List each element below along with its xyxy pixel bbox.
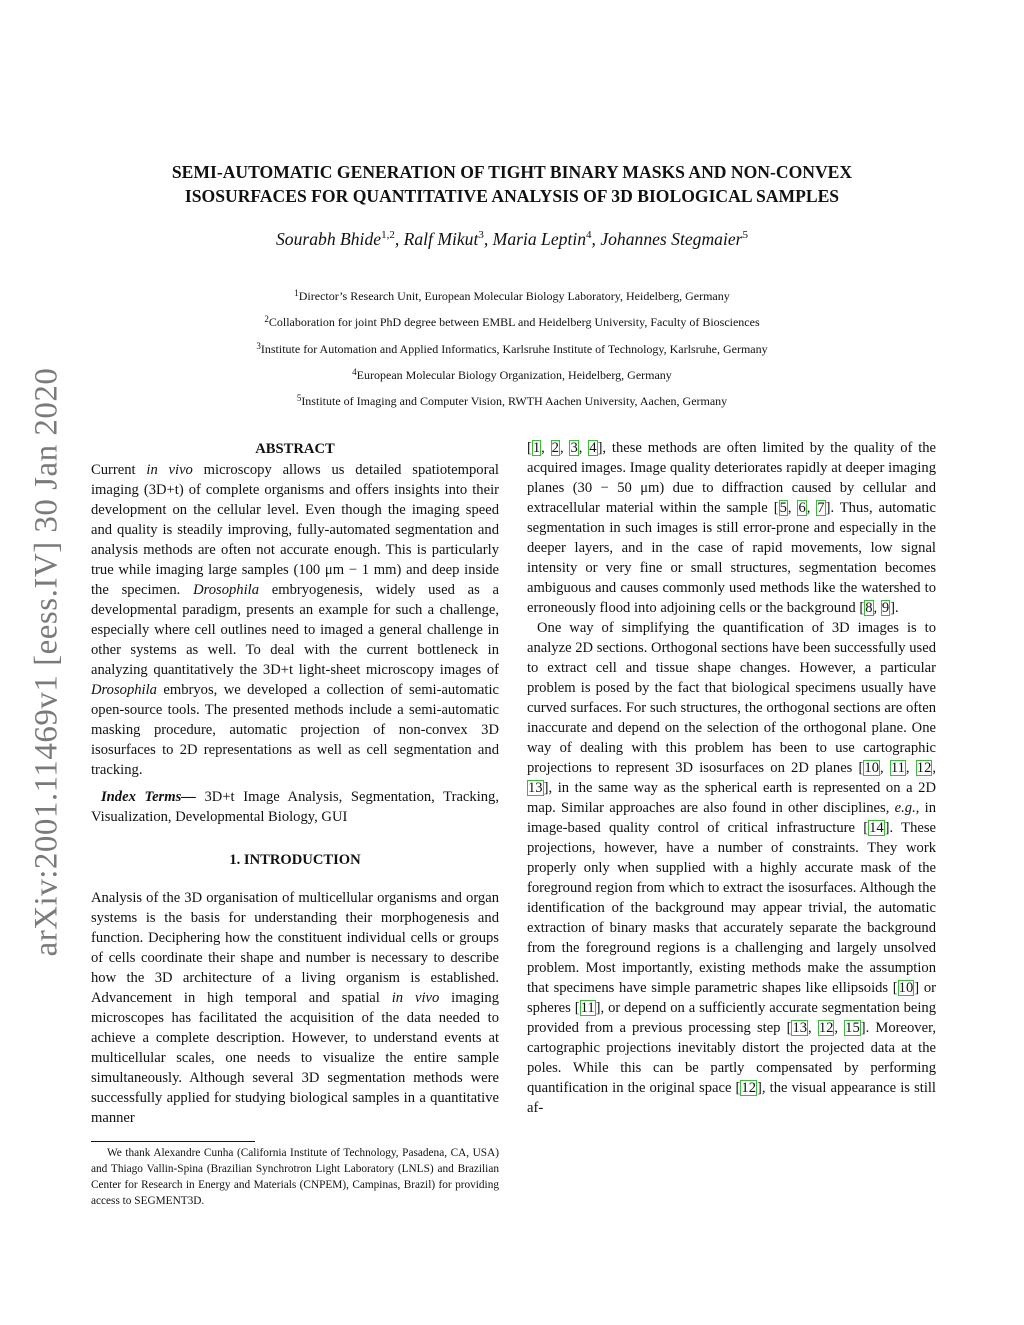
abstract-emphasis: in vivo (146, 462, 193, 478)
affiliation-line (100, 335, 924, 361)
author-list (100, 229, 924, 250)
intro-text: One way of simplifying the quantification of 3D images is to analyze 2D sections. Orthogonal sections have been successfully used to extract cell and tissue shape changes. However, a particular problem is posed by the fact that biological specimens usually have curved surfaces. For such structures, the orthogonal sections are often inaccurate and depend on the selection of the orthogonal plane. One way of dealing with this problem has been to use cartographic projections to represent 3D isosurfaces on 2D planes (527, 620, 936, 776)
abstract-text: embryogenesis, widely used as a developmental paradigm, presents an example for such a challenge, especially where cell outlines need to imaged a general challenge in other systems as well. To deal with the current bottleneck in analyzing quantitatively the 3D+t light-sheet microscopy images of (91, 582, 499, 678)
left-column (91, 438, 499, 1128)
abstract-paragraph (91, 460, 499, 780)
index-terms-label: Index Terms— (101, 789, 196, 805)
intro-text: imaging microscopes has facilitated the acquisition of the data needed to achieve a complete description. However, to understand events at multicellular scales, one needs to visualize the entire sample simultaneously. Although several 3D segmentation methods were successfully applied for studying biological samples in a quantitative manner (91, 990, 500, 1126)
index-terms (91, 787, 499, 827)
affiliation-number: 4 (352, 366, 357, 377)
intro-text: or spheres (527, 980, 936, 1016)
affiliation-number: 1 (294, 288, 299, 298)
citation-link[interactable]: 9 (881, 600, 890, 616)
intro-text: . (894, 600, 899, 616)
citation-link[interactable]: 8 (865, 600, 873, 616)
affiliation-number: 5 (296, 393, 302, 404)
citation-link[interactable]: 13 (792, 1020, 808, 1036)
affiliation-number: 2 (264, 314, 269, 325)
affiliation-text: European Molecular Biology Organization, Heidelberg, Germany (356, 367, 672, 382)
author-affiliation-mark: 5 (742, 229, 749, 242)
abstract-text: embryos, we developed a collection of semi-automatic open-source tools. The presented methods include a semi-automatic masking procedure, automatic projection of non-convex 3D isosurfaces to 2D representations as well as cell segmentation and tracking. (91, 682, 499, 778)
affiliation-number: 3 (256, 340, 261, 351)
citation-link[interactable]: 12 (916, 760, 932, 776)
citation-link[interactable]: 13 (528, 780, 543, 796)
author-name: Sourabh Bhide (275, 229, 382, 249)
author-name: Maria Leptin (492, 229, 587, 249)
author-name: Johannes Stegmaier (600, 229, 743, 249)
citation-link[interactable]: 12 (818, 1020, 834, 1036)
citation-link[interactable]: 2 (551, 440, 559, 456)
affiliation-line (100, 387, 924, 413)
abstract-text: Current (91, 462, 147, 478)
intro-emphasis: e.g. (894, 800, 916, 816)
arxiv-identifier-stamp: arXiv:2001.11469v1 [eess.IV] 30 Jan 2020 (28, 367, 65, 957)
citation-link[interactable]: 14 (869, 820, 884, 836)
author-name: Ralf Mikut (403, 229, 479, 249)
author-affiliation-mark: 1,2 (381, 229, 395, 242)
title-line-1: SEMI-AUTOMATIC GENERATION OF TIGHT BINARY MASKS AND NON-CONVEX (171, 162, 853, 182)
intro-text: . Thus, automatic segmentation in such images is still error-prone and especially in the deeper layers, and in the case of rapid movements, low signal intensity or very fine or small structures, segmentation becomes ambiguous and causes commonly used methods like the watershed to erroneously flood into adjoining cells or the background (527, 500, 937, 616)
abstract-text: microscopy allows us detailed spatiotemporal imaging (3D+t) of complete organisms and offers insights into their development on the cellular level. Even though the imaging speed and quality is steadily improving, fully-automated segmentation and analysis methods are often not accurate enough. This is particularly true while imaging large samples (100 μm − 1 mm) and deep inside the specimen. (91, 462, 499, 598)
intro-emphasis: in vivo (391, 990, 440, 1006)
citation-link[interactable]: 4 (589, 440, 597, 456)
citation-link[interactable]: 15 (845, 1020, 860, 1036)
citation-link[interactable]: 10 (864, 760, 880, 776)
intro-text: . These projections, however, have a number of constraints. They work properly only when supplied with a highly accurate mask of the foreground region from which to extract the isosurfaces. Although the identification of the background may appear trivial, the automatic extraction of binary masks that accurately separate the background from the foreground regions is a challenging and largely unsolved problem. Most importantly, existing methods make the assumption that specimens have simple parametric shapes like ellipsoids (527, 820, 936, 996)
paper-title (100, 160, 924, 208)
author-separator: , (591, 229, 601, 249)
affiliation-line (100, 308, 924, 334)
intro-text: , the visual appearance is still af- (527, 1080, 936, 1116)
citation-link[interactable]: 11 (580, 1000, 595, 1016)
citation-link[interactable]: 7 (817, 500, 825, 516)
citation-link[interactable]: 6 (798, 500, 806, 516)
introduction-paragraph-2: One way of simplifying the quantification of 3D images is to analyze 2D sections. Orthogonal sections have been successfully used to extract cell and tissue shape changes. However, a particular problem is posed by the fact that biological specimens usually have curved surfaces. For such structures, the orthogonal sections are often inaccurate and depend on the selection of the orthogonal plane. One way of dealing with this problem has been to use cartographic projections to represent 3D isosurfaces on 2D planes [10, 11, 12, 13], in the same way as the spherical earth is represented on a 2D map. Similar approaches are also found in other disciplines, e.g., in image-based quality control of critical infrastructure [14]. These projections, however, have a number of constraints. They work properly only when supplied with a highly accurate mask of the foreground region from which to extract the isosurfaces. Although the identification of the background may appear trivial, the automatic extraction of binary masks that accurately separate the background from the foreground regions is a challenging and largely unsolved problem. Most importantly, existing methods make the assumption that specimens have simple parametric shapes like ellipsoids [10] or spheres [11], or depend on a sufficiently accurate segmentation being provided from a previous processing step [13, 12, 15]. Moreover, cartographic projections inevitably distort the projected data at the poles. While this can be partly compensated by performing quantification in the original space [12], the visual appearance is still af- (527, 620, 937, 1116)
intro-text: Analysis of the 3D organisation of multicellular organisms and organ systems is the basis for understanding their morphogenesis and function. Deciphering how the constituent individual cells or groups of cells coordinate their shape and number is necessary to describe how the 3D architecture of a living organism is established. Advancement in high temporal and spatial (91, 890, 499, 1006)
affiliation-line (100, 282, 924, 308)
introduction-paragraph-1 (91, 888, 499, 1128)
intro-text: . Moreover, cartographic projections inevitably distort the projected data at the poles. While this can be partly compensated by performing quantification in the original space (527, 1020, 937, 1096)
abstract-emphasis: Drosophila (91, 682, 157, 698)
author-separator: , (394, 229, 404, 249)
affiliation-text: Collaboration for joint PhD degree between EMBL and Heidelberg University, Faculty of Biosciences (268, 315, 760, 330)
citation-link[interactable]: 5 (779, 500, 787, 516)
citation-link[interactable]: 11 (890, 760, 905, 776)
introduction-heading: 1. INTRODUCTION (229, 852, 361, 868)
citation-link[interactable]: 10 (898, 980, 914, 996)
intro-text: these methods are often limited by the quality of the acquired images. Image quality deteriorates rapidly at deeper imaging planes (30 − 50 μm) due to diffraction caused by cellular and extracellular material within the sample (527, 440, 937, 516)
affiliation-list (100, 282, 924, 413)
right-column (527, 438, 936, 1118)
introduction-paragraph-1-continued: [1, 2, 3, 4], these methods are often limited by the quality of the acquired images. Image quality deteriorates rapidly at deeper imaging planes (30 − 50 μm) due to diffraction caused by cellular and extracellular material within the sample [5, 6, 7]. Thus, automatic segmentation in such images is still error-prone and especially in the deeper layers, and in the case of rapid movements, low signal intensity or very fine or small structures, segmentation becomes ambiguous and causes commonly used methods like the watershed to erroneously flood into adjoining cells or the background [8, 9]. (527, 440, 937, 616)
abstract-emphasis: Drosophila (193, 582, 260, 598)
affiliation-line (100, 361, 924, 387)
intro-text: , in the same way as the spherical earth is represented on a 2D map. Similar approaches are also found in other disciplines, (527, 780, 936, 816)
citation-link[interactable]: 3 (570, 440, 578, 456)
citation-link[interactable]: 1 (532, 440, 541, 456)
abstract-heading: ABSTRACT (255, 441, 335, 457)
author-affiliation-mark: 4 (586, 229, 592, 242)
footnote-rule (91, 1141, 255, 1142)
affiliation-text: Director’s Research Unit, European Molecular Biology Laboratory, Heidelberg, Germany (298, 289, 730, 303)
affiliation-text: Institute for Automation and Applied Informatics, Karlsruhe Institute of Technology, Karlsruhe, Germany (260, 341, 768, 356)
intro-text: , or depend on a sufficiently accurate segmentation being provided from a previous processing step (527, 1000, 936, 1036)
acknowledgement-footnote: We thank Alexandre Cunha (California Institute of Technology, Pasadena, CA, USA) and Thiago Vallin-Spina (Brazilian Synchrotron Light Laboratory (LNLS) and Brazilian Center for Research in Energy and Materials (CNPEM), Campinas, Brazil) for providing access to SEGMENT3D. (91, 1147, 499, 1207)
author-affiliation-mark: 3 (478, 229, 484, 242)
author-separator: , (483, 229, 493, 249)
title-line-2: ISOSURFACES FOR QUANTITATIVE ANALYSIS OF 3D BIOLOGICAL SAMPLES (184, 186, 840, 206)
citation-link[interactable]: 12 (741, 1080, 757, 1096)
affiliation-text: Institute of Imaging and Computer Vision, RWTH Aachen University, Aachen, Germany (301, 394, 728, 409)
index-terms-text: 3D+t Image Analysis, Segmentation, Tracking, Visualization, Developmental Biology, GUI (91, 789, 499, 825)
intro-text: , in image-based quality control of critical infrastructure (527, 800, 936, 836)
